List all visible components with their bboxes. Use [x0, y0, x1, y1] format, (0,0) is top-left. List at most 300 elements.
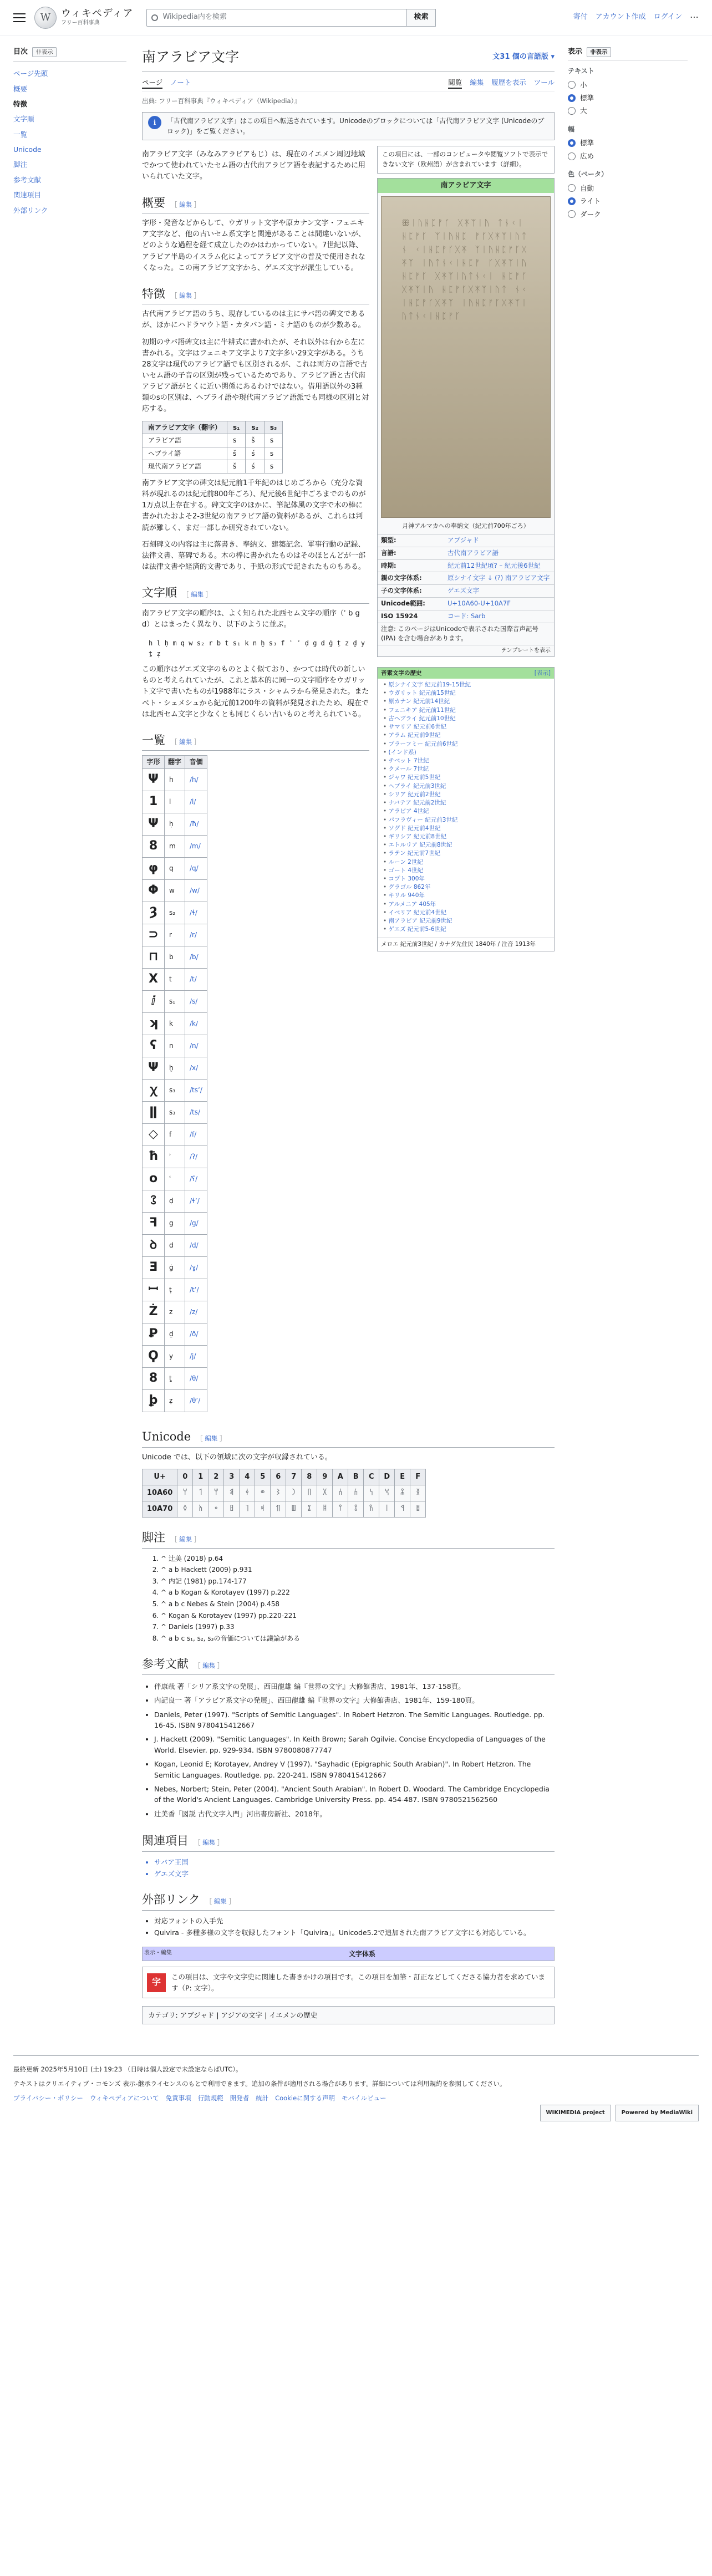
- color-label: 色（ベータ）: [568, 170, 608, 179]
- note-item: 2. ^ a b Hackett (2009) p.931: [161, 1564, 555, 1576]
- infobox-key: ISO 15924: [381, 612, 418, 620]
- tab-page[interactable]: ページ: [142, 77, 162, 89]
- color-group: [568, 169, 688, 221]
- section-title: 脚注: [142, 1531, 165, 1545]
- history-item[interactable]: • 古ヘブライ 紀元前10世紀: [383, 715, 551, 723]
- unicode-cell: 𐩧: [286, 1485, 302, 1501]
- history-bottom: メロエ 紀元前3世紀 / カナダ先住民 1840年 / 注音 1913年: [378, 938, 554, 951]
- glyph-sound[interactable]: /h/: [185, 768, 207, 791]
- radio-button[interactable]: [568, 152, 576, 160]
- tab-history[interactable]: 履歴を表示: [491, 78, 526, 86]
- related-item[interactable]: • ゲエズ文字: [154, 1868, 555, 1880]
- wikipedia-wordmark[interactable]: [61, 8, 133, 26]
- order-paragraph-2: この順序はゲエズ文字のものとよく似ており、かつては時代の新しいものと考えられていたが、これと基本的に同一の文字順序をウガリット文字で書いたものが1988年にラス・シャムラから発見された。またベト・シェメシュから紀元前1200年の資料が発見されたため、現在では北西セム文字と少なくとも同じくらい古いものと考えられている。: [142, 665, 369, 719]
- glyph-translit: ġ: [165, 1256, 185, 1279]
- infobox-key: 類型:: [381, 536, 396, 544]
- option-label: 標準: [580, 139, 594, 147]
- hatnote: [142, 112, 555, 140]
- page-footer: [13, 2055, 699, 2125]
- radio-button[interactable]: [568, 107, 576, 115]
- notes-list: [142, 1553, 555, 1645]
- glyph-shape: ǁ: [143, 1101, 165, 1123]
- toc-item[interactable]: 一覧: [13, 130, 28, 139]
- infobox-key: 親の文字体系:: [381, 574, 422, 582]
- ipa-note: 注意: このページはUnicodeで表示された国際音声記号 (IPA) を含む場合があります。: [381, 624, 538, 643]
- reference-item: • 内記良一 著「アラビア系文字の発展」、西田龍雄 編『世界の文字』大修館書店、1981年、159-180頁。: [154, 1693, 555, 1707]
- history-item[interactable]: • (インド系): [383, 749, 551, 757]
- stele-image[interactable]: [381, 196, 551, 518]
- glyph-shape: Ǝ: [143, 1256, 165, 1279]
- features-paragraph-4: 石刻碑文の内容は主に落書き、奉納文、建築記念、軍事行動の記録、法律文書、墓碑である。木の棒に書かれたものはそのほとんどが一部は法律文書や経済的文書であり、手紙の形式で記されたものもある。: [142, 540, 366, 571]
- glyph-translit: f: [165, 1123, 185, 1146]
- appearance-panel: [560, 35, 688, 2024]
- unicode-cell: 𐩫: [348, 1485, 364, 1501]
- infobox-row: [378, 597, 554, 610]
- history-item[interactable]: • サマリア 紀元前6世紀: [383, 723, 551, 731]
- footer-link[interactable]: ウィキペディアについて: [89, 2094, 159, 2102]
- create-account-link[interactable]: アカウント作成: [595, 13, 646, 22]
- infobox-value[interactable]: ゲエズ文字: [447, 587, 480, 595]
- unicode-table: [142, 1469, 426, 1518]
- glyph-row: [143, 1079, 207, 1101]
- width-option[interactable]: [568, 150, 688, 162]
- unicode-cell: 𐩣: [224, 1485, 240, 1501]
- category-links[interactable]: カテゴリ: アブジャド | アジアの文字 | イエメンの歴史: [142, 2006, 555, 2024]
- glyph-shape: ⊃: [143, 924, 165, 946]
- unicode-cell: 𐩮: [395, 1485, 410, 1501]
- glyph-shape: 8: [143, 1367, 165, 1389]
- glyph-row: [143, 1256, 207, 1279]
- table-header-cell: 0: [177, 1469, 193, 1485]
- glyph-row: [143, 1101, 207, 1123]
- glyph-translit: b: [165, 946, 185, 968]
- edit-link[interactable]: ［ 編集 ］: [196, 1434, 226, 1442]
- image-caption: 月神アルマカへの奉納文（紀元前700年ごろ）: [402, 522, 530, 530]
- text-size-option[interactable]: [568, 91, 688, 104]
- appearance-hide-button[interactable]: 非表示: [587, 47, 611, 57]
- infobox-rows: [378, 534, 554, 623]
- history-list: [378, 679, 554, 938]
- glyph-sound[interactable]: /k/: [185, 1012, 207, 1035]
- toc-item[interactable]: 概要: [13, 84, 28, 93]
- infobox-value[interactable]: 原シナイ文字 ↓ (?) 南アラビア文字: [447, 574, 550, 582]
- history-item[interactable]: • ソグド 紀元前4世紀: [383, 824, 551, 833]
- glyph-translit: s₂: [165, 902, 185, 924]
- history-item[interactable]: • グラゴル 862年: [383, 883, 551, 892]
- glyph-shape: Ψ: [143, 813, 165, 835]
- history-item[interactable]: • アラビア 4世紀: [383, 807, 551, 816]
- color-option[interactable]: [568, 208, 688, 221]
- glyph-row: [143, 1234, 207, 1256]
- note-item: 8. ^ a b c s₁, s₂, s₃の音価については議論がある: [161, 1633, 555, 1645]
- history-item[interactable]: • ウガリット 紀元前15世紀: [383, 689, 551, 698]
- option-label: 標準: [580, 94, 594, 103]
- unicode-cell: 𐩦: [271, 1485, 286, 1501]
- language-button[interactable]: 文31 個の言語版 ▾: [492, 53, 555, 62]
- history-item[interactable]: • イベリア 紀元前4世紀: [383, 909, 551, 917]
- glyph-sound[interactable]: /d/: [185, 1234, 207, 1256]
- history-item[interactable]: • 南アラビア 紀元前9世紀: [383, 917, 551, 925]
- text-size-option[interactable]: [568, 79, 688, 91]
- glyph-translit: r: [165, 924, 185, 946]
- note-item: 7. ^ Daniels (1997) p.33: [161, 1621, 555, 1633]
- appearance-title: 表示: [568, 48, 583, 56]
- comparison-table: [142, 421, 283, 474]
- note-item: 1. ^ 辻美 (2018) p.64: [161, 1553, 555, 1565]
- width-option[interactable]: [568, 136, 688, 149]
- glyph-shape: ʕ: [143, 1035, 165, 1057]
- section-list: [142, 731, 369, 751]
- search-input[interactable]: [146, 9, 407, 27]
- table-cell: š: [227, 447, 246, 460]
- infobox-value[interactable]: 古代南アラビア語: [447, 548, 499, 557]
- glyph-sound[interactable]: /ħ/: [185, 813, 207, 835]
- unicode-cell: 𐩥: [255, 1485, 271, 1501]
- text-size-option[interactable]: [568, 104, 688, 117]
- radio-button[interactable]: [568, 94, 576, 102]
- unicode-cell: 𐩻: [348, 1501, 364, 1517]
- mediawiki-badge[interactable]: Powered by MediaWiki: [616, 2105, 699, 2121]
- history-item[interactable]: • 原シナイ文字 紀元前19-15世紀: [383, 681, 551, 689]
- glyph-shape: ꭓ: [143, 1079, 165, 1101]
- radio-button[interactable]: [568, 139, 576, 147]
- reference-item: • Daniels, Peter (1997). "Scripts of Semitic Languages". In Robert Hetzron. The Semitic Languages. Routledge. pp. 16-45. ISBN 9780415412667: [154, 1708, 555, 1733]
- history-item[interactable]: • ジャワ 紀元前5世紀: [383, 773, 551, 782]
- glyph-translit: m: [165, 835, 185, 857]
- infobox-value[interactable]: アブジャド: [447, 536, 479, 544]
- glyph-sound[interactable]: /f/: [185, 1123, 207, 1146]
- edit-link[interactable]: ［ 編集 ］: [206, 1897, 235, 1905]
- glyph-row: [143, 791, 207, 813]
- table-header-cell: D: [379, 1469, 395, 1485]
- glyph-sound[interactable]: /θ/: [185, 1367, 207, 1389]
- glyph-sound[interactable]: /m/: [185, 835, 207, 857]
- history-item[interactable]: • アルメニア 405年: [383, 900, 551, 909]
- ipa-note-row: [378, 623, 554, 645]
- tab-talk[interactable]: ノート: [170, 78, 191, 86]
- appearance-header: [568, 47, 688, 60]
- table-header-cell: 音価: [185, 756, 207, 769]
- search-icon: [151, 14, 158, 21]
- edit-link[interactable]: ［ 編集 ］: [171, 201, 200, 208]
- glyph-shape: Ϙ: [143, 1345, 165, 1367]
- section-title: 関連項目: [142, 1834, 189, 1848]
- table-header-row: [143, 1469, 426, 1485]
- history-item[interactable]: • シリア 紀元前2世紀: [383, 791, 551, 799]
- section-notes: [142, 1529, 555, 1549]
- table-header-cell: 8: [302, 1469, 317, 1485]
- glyph-row: [143, 1212, 207, 1234]
- table-cell: s: [264, 447, 282, 460]
- infobox: [377, 178, 555, 657]
- tab-edit[interactable]: 編集: [470, 78, 484, 86]
- toc-item[interactable]: 脚注: [13, 160, 28, 169]
- external-link-item[interactable]: • Quivira - 多種多様の文字を収録したフォント「Quivira」。Unicode5.2で追加された南アラビア文字にも対応している。: [154, 1927, 555, 1938]
- footer-link[interactable]: 免責事項: [165, 2094, 191, 2102]
- tab-tools[interactable]: ツール: [533, 78, 555, 86]
- unicode-cell: 𐩡: [193, 1485, 208, 1501]
- footer-link[interactable]: 統計: [256, 2094, 269, 2102]
- glyph-sound[interactable]: /ɬʼ/: [185, 1190, 207, 1212]
- glyph-translit: ẓ: [165, 1389, 185, 1412]
- toc-hide-button[interactable]: 非表示: [32, 47, 57, 57]
- unicode-row: [143, 1501, 426, 1517]
- license-text: テキストはクリエイティブ・コモンズ 表示-継承ライセンスのもとで利用できます。追加の条件が適用される場合があります。詳細については利用規約を参照してください。: [13, 2080, 506, 2088]
- glyph-row: [143, 1190, 207, 1212]
- glyph-sound[interactable]: /ɬ/: [185, 902, 207, 924]
- option-label: 大: [580, 106, 587, 115]
- glyph-sound[interactable]: /t/: [185, 968, 207, 990]
- toc-item[interactable]: 文字順: [13, 115, 34, 124]
- glyph-sound[interactable]: /n/: [185, 1035, 207, 1057]
- table-row: [143, 434, 283, 447]
- history-item[interactable]: • ブラーフミー 紀元前6世紀: [383, 740, 551, 749]
- toc-header: [13, 47, 126, 62]
- table-cell: š: [227, 460, 246, 474]
- glyph-translit: y: [165, 1345, 185, 1367]
- footer-link[interactable]: 行動規範: [197, 2094, 223, 2102]
- external-link-item[interactable]: • 対応フォントの入手先: [154, 1915, 555, 1927]
- infobox-row: [378, 547, 554, 559]
- glyph-sound[interactable]: /ʔ/: [185, 1146, 207, 1168]
- toc-item[interactable]: ページ先頭: [13, 69, 48, 78]
- glyph-sound[interactable]: /z/: [185, 1301, 207, 1323]
- section-title: 特徴: [142, 287, 165, 301]
- table-header-cell: 5: [255, 1469, 271, 1485]
- language-button-label: 31 個の言語版: [500, 53, 548, 62]
- table-cell: s: [264, 460, 282, 474]
- table-header-cell: B: [348, 1469, 364, 1485]
- glyph-sound[interactable]: /q/: [185, 857, 207, 879]
- history-item[interactable]: • ゴート 4世紀: [383, 867, 551, 875]
- infobox-row: [378, 559, 554, 572]
- glyph-row: [143, 902, 207, 924]
- toc-item[interactable]: Unicode: [13, 145, 42, 154]
- infobox-value[interactable]: U+10A60-U+10A7F: [447, 599, 511, 607]
- features-paragraph-3: 南アラビア文字の碑文は紀元前1千年紀のはじめごろから（充分な資料が現れるのは紀元前800年ごろ）、紀元後6世紀中ごろまでのものが1万点以上存在する。碑文文字のほかに、筆記体風の文字で木の棒に書かれたおよそ2-3世紀の南アラビア語の資料があるが、これらは判読が難しく、まだ一部しか研究されていない。: [142, 478, 366, 532]
- glyph-row: [143, 1035, 207, 1057]
- glyph-sound[interactable]: /ɣ/: [185, 1256, 207, 1279]
- table-header-cell: 9: [317, 1469, 333, 1485]
- stub-icon: 字: [147, 1973, 166, 1992]
- table-cell: ś: [246, 460, 264, 474]
- logo-name: ウィキペディア: [61, 8, 134, 20]
- infobox-key: Unicode範囲:: [381, 599, 425, 607]
- glyph-sound[interactable]: /l/: [185, 791, 207, 813]
- edit-link[interactable]: ［ 編集 ］: [182, 590, 212, 598]
- reference-item: • J. Hackett (2009). "Semitic Languages". In Keith Brown; Sarah Ogilvie. Concise Encyclopedia of Languages of the World. Elsevier. pp. 929-934. ISBN 9780080877747: [154, 1732, 555, 1757]
- glyph-sound[interactable]: /s/: [185, 990, 207, 1012]
- glyph-sound[interactable]: /ʕ/: [185, 1168, 207, 1190]
- table-cell: ヘブライ語: [143, 447, 227, 460]
- history-item[interactable]: • パフラヴィー 紀元前3世紀: [383, 816, 551, 824]
- toc-item[interactable]: 特徴: [13, 99, 28, 108]
- template-link[interactable]: テンプレートを表示: [378, 645, 554, 656]
- toc-item[interactable]: 関連項目: [13, 191, 42, 200]
- history-item[interactable]: • キリル 940年: [383, 892, 551, 900]
- glyph-sound[interactable]: /r/: [185, 924, 207, 946]
- stele-inscription: ꕥᛁᚢᚺᛈᚠᚴ ᚷᛡᛉᛁᚢ ᛏᚾᚲᛁᚺᛈᚠᚴ ᛉᛁᚢᚺᛈ ᚠᚴᚷᛡᛉᛁᚢᛏᚾ ᚲᛁᚺᛈᚠᚴᚷᛡ ᛉᛁᚢᚺᛈᚠᚴᚷᛡᛉ ᛁᚢᛏᚾᚲᛁᚺᛈᚠ ᚴᚷᛡᛉᛁᚢᚺᛈᚠᚴ ᚷᛡᛉᛁᚢᛏᚾᚲᛁ ᚺᛈᚠᚴᚷᛡᛉᛁᚢ ᚺᛈᚠᚴᚷᛡᛉᛁᚢᛏ ᚾᚲᛁᚺᛈᚠᚴᚷᛡᛉ ᛁᚢᚺᛈᚠᚴᚷᛡᛉᛁ ᚢᛏᚾᚲᛁᚺᛈᚠᚴ: [401, 217, 528, 321]
- section-title: 一覧: [142, 733, 165, 747]
- history-item[interactable]: • ギリシア 紀元前8世紀: [383, 833, 551, 841]
- glyph-sound[interactable]: /tʼ/: [185, 1279, 207, 1301]
- note-item: 3. ^ 内記 (1981) pp.174-177: [161, 1576, 555, 1587]
- top-bar: [0, 0, 712, 35]
- glyph-row: [143, 1123, 207, 1146]
- radio-button[interactable]: [568, 197, 576, 205]
- glyph-shape: Ꝑ: [143, 1323, 165, 1345]
- table-header-cell: 南アラビア文字（翻字）: [143, 421, 227, 434]
- table-header-cell: 2: [208, 1469, 224, 1485]
- history-item[interactable]: • 原カナン 紀元前14世紀: [383, 698, 551, 706]
- edit-link[interactable]: ［ 編集 ］: [194, 1839, 223, 1846]
- glyph-shape: ⊓: [143, 946, 165, 968]
- glyph-row: [143, 990, 207, 1012]
- navbox-title[interactable]: 文字体系: [348, 1949, 375, 1958]
- related-list: [142, 1856, 555, 1880]
- section-refs: [142, 1655, 555, 1675]
- login-link[interactable]: ログイン: [653, 13, 682, 22]
- glyph-sound[interactable]: /g/: [185, 1212, 207, 1234]
- infobox-row: [378, 534, 554, 547]
- history-item[interactable]: • コプト 300年: [383, 875, 551, 883]
- order-paragraph-1: 南アラビア文字の順序は、よく知られた北西セム文字の順序（ʾ b g d）とはまったく異なり、以下のように並ぶ。: [142, 609, 360, 629]
- glyph-shape: X: [143, 968, 165, 990]
- glyph-row: [143, 1168, 207, 1190]
- external-links-list: [142, 1915, 555, 1939]
- glyph-sound[interactable]: /θʼ/: [185, 1389, 207, 1412]
- radio-button[interactable]: [568, 81, 576, 89]
- footer-links: [13, 2094, 512, 2104]
- donate-link[interactable]: 寄付: [573, 13, 588, 22]
- table-row: [143, 447, 283, 460]
- glyph-shape: ◇: [143, 1123, 165, 1146]
- text-size-label: テキスト: [568, 67, 594, 75]
- history-item[interactable]: • エトルリア 紀元前8世紀: [383, 841, 551, 849]
- search-button[interactable]: 検索: [407, 9, 435, 27]
- glyph-row: [143, 835, 207, 857]
- radio-button[interactable]: [568, 184, 576, 192]
- section-external: [142, 1891, 555, 1911]
- glyph-translit: d: [165, 1234, 185, 1256]
- stub-notice: [142, 1967, 555, 1998]
- edit-link[interactable]: ［ 編集 ］: [171, 738, 200, 746]
- overview-paragraph: 字形・発音などからして、ウガリット文字や原カナン文字・フェニキア文字など、他の古いセム系文字と関連があることは間違いないが、どのような過程を経て成立したのかはわかっていない。7世紀以降、アラビア半島のイスラム化によってアラビア文字の普及で使用されなくなった。この南アラビア文字から、ゲエズ文字が派生している。: [142, 219, 366, 272]
- history-item[interactable]: • クメール 7世紀: [383, 765, 551, 773]
- toc-item[interactable]: 参考文献: [13, 175, 42, 184]
- note-item: 4. ^ a b Kogan & Korotayev (1997) p.222: [161, 1587, 555, 1598]
- history-item[interactable]: • ヘブライ 紀元前3世紀: [383, 782, 551, 791]
- glyph-sound[interactable]: /tsʼ/: [185, 1079, 207, 1101]
- navbox-show[interactable]: 表示・編集: [144, 1949, 172, 1956]
- option-label: 小: [580, 80, 587, 89]
- footer-badges: [540, 2105, 699, 2121]
- footer-link[interactable]: プライバシー・ポリシー: [13, 2094, 83, 2102]
- menu-icon[interactable]: [13, 13, 26, 22]
- unicode-row-label: 10A70: [143, 1501, 177, 1517]
- table-cell: ś: [246, 447, 264, 460]
- unicode-cell: 𐩠: [177, 1485, 193, 1501]
- unicode-cell: 𐩷: [286, 1501, 302, 1517]
- edit-link[interactable]: ［ 編集 ］: [194, 1662, 223, 1669]
- toc-title: 目次: [13, 48, 28, 56]
- toc-item[interactable]: 外部リンク: [13, 206, 48, 215]
- unicode-cell: 𐩿: [410, 1501, 426, 1517]
- edit-link[interactable]: ［ 編集 ］: [171, 1535, 200, 1543]
- glyph-shape: Φ: [143, 879, 165, 902]
- info-icon: i: [148, 116, 161, 129]
- section-order: [142, 584, 369, 604]
- history-item[interactable]: • チベット 7世紀: [383, 757, 551, 765]
- hatnote-text: 「古代南アラビア文字」はこの項目へ転送されています。Unicodeのブロックについては「古代南アラビア文字 (Unicodeのブロック)」をご覧ください。: [167, 116, 545, 135]
- footer-link[interactable]: モバイルビュー: [342, 2094, 386, 2102]
- infobox-value[interactable]: コード: Sarb: [447, 612, 486, 620]
- edit-link[interactable]: ［ 編集 ］: [171, 292, 200, 299]
- history-toggle[interactable]: [表示]: [534, 669, 551, 676]
- text-size-group: [568, 66, 688, 118]
- wikimedia-badge[interactable]: WIKIMEDIA project: [540, 2105, 611, 2121]
- unicode-row-label: 10A60: [143, 1485, 177, 1501]
- unicode-cell: 𐩵: [255, 1501, 271, 1517]
- unicode-cell: 𐩱: [193, 1501, 208, 1517]
- table-cell: š: [246, 434, 264, 447]
- history-item[interactable]: • フェニキア 紀元前11世紀: [383, 706, 551, 715]
- unicode-cell: 𐩭: [379, 1485, 395, 1501]
- glyph-translit: ḥ: [165, 813, 185, 835]
- history-item[interactable]: • アラム 紀元前9世紀: [383, 731, 551, 740]
- history-item[interactable]: • ナバテア 紀元前2世紀: [383, 799, 551, 807]
- color-option[interactable]: [568, 195, 688, 207]
- logo-tagline: フリー百科事典: [61, 20, 100, 27]
- search-form: [146, 9, 435, 27]
- infobox-row: [378, 584, 554, 597]
- infobox-title: 南アラビア文字: [378, 179, 554, 193]
- unicode-cell: 𐩨: [302, 1485, 317, 1501]
- glyph-sound[interactable]: /x/: [185, 1057, 207, 1079]
- glyph-sound[interactable]: /j/: [185, 1345, 207, 1367]
- history-item[interactable]: • ルーン 2世紀: [383, 858, 551, 867]
- infobox-value[interactable]: 紀元前12世紀頃? – 紀元後6世紀: [447, 561, 541, 569]
- glyph-sound[interactable]: /b/: [185, 946, 207, 968]
- footer-link[interactable]: Cookieに関する声明: [275, 2094, 335, 2102]
- footer-link[interactable]: 開発者: [230, 2094, 250, 2102]
- table-header-cell: 翻字: [165, 756, 185, 769]
- unicode-row: [143, 1485, 426, 1501]
- related-item[interactable]: • サバア王国: [154, 1856, 555, 1868]
- last-edited: 最終更新 2025年5月10日 (土) 19:23 （日時は個人設定で未設定ならばUTC）。: [13, 2065, 242, 2074]
- glyph-sound[interactable]: /ð/: [185, 1323, 207, 1345]
- navbox: [142, 1947, 555, 1962]
- glyph-translit: n: [165, 1035, 185, 1057]
- tab-read[interactable]: 閲覧: [448, 77, 462, 89]
- wikipedia-logo-icon[interactable]: W: [34, 7, 57, 29]
- radio-button[interactable]: [568, 210, 576, 218]
- glyph-sound[interactable]: /w/: [185, 879, 207, 902]
- section-features: [142, 285, 369, 305]
- stub-text: この項目は、文字や文字史に関連した書きかけの項目です。この項目を加筆・訂正などしてくださる協力者を求めています（P: 文字）。: [171, 1973, 546, 1992]
- glyph-row: [143, 1323, 207, 1345]
- more-options-icon[interactable]: ⋯: [690, 12, 699, 23]
- history-item[interactable]: • ラテン 紀元前7世紀: [383, 849, 551, 858]
- glyph-translit: h: [165, 768, 185, 791]
- glyph-row: [143, 1057, 207, 1079]
- glyph-shape: Ȝ: [143, 902, 165, 924]
- infobox-key: 言語:: [381, 548, 396, 557]
- history-item[interactable]: • ゲエズ 紀元前5-6世紀: [383, 925, 551, 934]
- glyph-row: [143, 813, 207, 835]
- glyph-sound[interactable]: /ts/: [185, 1101, 207, 1123]
- color-option[interactable]: [568, 182, 688, 195]
